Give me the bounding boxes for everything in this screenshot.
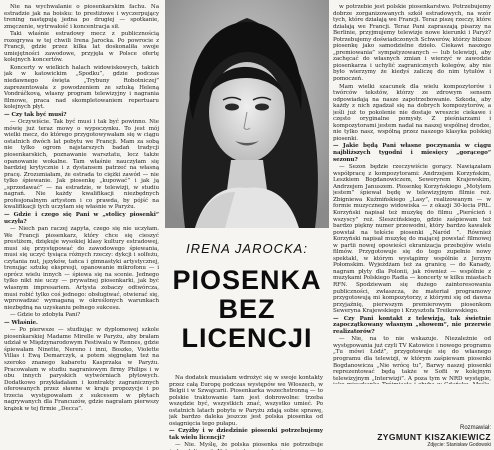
article-paragraph: — Nie. Myślę, że polska piosenka nie potrzebuje <box>175 442 323 449</box>
portrait-photo <box>165 0 329 228</box>
interview-question: — Właśnie. <box>4 319 38 326</box>
interview-question: — Czy tak być musi? <box>4 111 67 118</box>
article-paragraph: — Gdzie to zdobyła Pani? <box>10 312 81 319</box>
interviewer-label: Rozmawiał: <box>459 425 491 431</box>
article-paragraph: — Niech pan raczej zapyta, czego się nie uczyłam. We Francji piosenkarz, który chce się cieszyć prestiżem, dziękuje wysokiej klasy kultury estradowej, musi się przystępować do zawodowego śpiewania, musi się uczyć tysiąca różnych rzeczy: dykcji i solfeżu, czytania nut, języków, tańca i gimnastyki artystycznej, trenując sztukę ekspresji, opanowanie mikrofonu — i oprócz wielu innych — śpiewa się na scenie. Jednego tylko nikt nie uczy — prywatnej piosenkarki, jak być własnym impresariem. Artysta zobaczy odtwórcza, musi robić tylko coś jednego: obsługiwać, otwierać się, wprowadzać wymaganą w określonych warunkach niezbędną na uzyskaniu pełnego sukcesu. <box>4 226 159 311</box>
article-headline <box>165 233 329 373</box>
headline-title-line: PIOSENKA <box>172 265 322 295</box>
interview-question: — Gdzie i czego się Pani w „stolicy piosenki” uczyła? <box>4 211 159 225</box>
headline-title <box>165 266 329 353</box>
article-paragraph: Na dodatek musiałam wdrożyć się w swoje kontakty przez całą Europę podczas występów we Włoszech, w Belgii i w Szwajcarii. Piosenkarka wszechstronną — to polskie traktowanie tam jest dobrowolne: trzeba wszędzie być, wszystkich znać, wszystko umieć. Po ostatnich latach pobytu w Paryżu zdają sobie sprawę, jak bardzo daleka jeszcze jest polska piosenka od osiągnięcia tego pułapu. <box>169 375 323 427</box>
headline-kicker: IRENA JAROCKA: <box>186 241 308 256</box>
article-paragraph: — Po pierwsze — studiując w dyplomowej szkole piosenkarskiej Madame Mirelle w Paryżu, aby brałam udział w Międzynarodowym Festiwalu w Rennes, gdzie śpiewałam Ninette, Nereno i inni, Boszko, Violette Villas i Ewą Demarczyk, a potem sięgnęłam też na szeroko znanego kabaretu Kasprzaka w Paryżu. Pracowałam w studiu nagraniowym firmy Philips i w obu innych paryskich wytwórniach płytowych. Dodatkowo przykładałam i kontrakty zagranicznych oferowanych przez sławne w kraju propozycje i po trzecia występowałam z sukcesem w płytach nagrywanych dla Francuzów, gdzie nagrałam pierwszy krążek w tej firmie „Decca”. <box>4 327 159 412</box>
article-paragraph: Mam wielki szacunek dla wielu kompozytorów i twórców tekstów, którzy ze zdrowym sensem odpowiadają na nasze zapotrzebowanie. Szkoda, aby każdy z nich zgadzał się na dobrych kompozytorów, a jeśli już to pokolenie nie dostaje wreszcie ciekawe i często oryginalne pomysły. Z pieśniarzami i kompozytorami jestem nadal na naszej wspólnej drodze, nie tylko nasz, wspólną przez naszego klasyka polskiej piosenki. <box>333 83 491 142</box>
article-column-right <box>333 4 491 384</box>
interview-question: — Czy Pani kontakt z telewizją, tak świetnie zapoczątkowany własnym „showem”, nie przerwie realizatorów? <box>333 315 491 335</box>
author-name: ZYGMUNT KISZAKIEWICZ <box>377 432 491 442</box>
article-paragraph: w potrzebie jest polskie piosenkarstwo. Potrzebujemy dobrze zorganizowanych szkół estradowych, na wzór tych, które działają we Francji. Teraz piszę rzeczy, które działają we Francji. Teraz Pani zapraszają pisarzy na Berlinie, przyjmujemy telewizje nowe kierunki i Paryż? Potrzebujemy doświadczonych Schwerów, którzy bliższe piosenkę jako samodzielne dzieło. Ciekawi naszego „premiowania” sympatyzowanych — lub telewizji, aby zachęcać do własnych zmian i wierzyć w zawodzie piosenkarza i uchylić zagranicznych kolegów, aby nie było wierzymy że kiedyś zaliczę do nim tytułów i pomoczeń. <box>333 4 491 83</box>
headline-title-line: LICENCJI <box>181 323 313 353</box>
article-paragraph: Nie na wychwalanie o piosenkarskim fachu. Na estradzie jak na boisku: to prestiżowe i wyczerpujący trening następują jedna po drugiej — spotkanie, zmęczenie, wytrwałość i koncentracja sił. <box>4 4 159 30</box>
interview-question: — Jakie będą Pani własne poczynania w ciągu najbliższych tygodni i miesięcy „gorącego” sezonu? <box>333 143 491 163</box>
article-paragraph: — Nie, na to nie wskazuje. Niezależnie od występowania już czyli TV Katowice i nowego programu „Tu mówi Łódź”, przygotowuje się do własnego programu dla telewizji, w którym zaśpiewam piosenki Bogdanowicza „Nie wrócę tu”, Barwy naszej piosenki reprezentować będą także w Sofii w kolejnym telewizyjnym „Interwizji”. A poza tym w NRD występie, <box>333 336 491 382</box>
article-paragraph: Koncerty w wielkich halach widowiskowych, takich jak w katowickim „Spodku”, gdzie podczas niedawnego święta „Trybuny Robotniczej” zaprezentowała z powodzeniem ze sztuką Heleną Vondráčkovą, własny program telewizyjny i nagrania filmowe, praca nad skompletowaniem repertuaru kolejnych płyt. <box>4 64 159 111</box>
photo-credit: Zdjęcie: Stanisław Godowski <box>427 442 491 448</box>
interview-question: — Czyżby i w dziedzinie piosenki potrzebujemy tak wielu licencji? <box>169 428 323 441</box>
portrait-image <box>165 0 329 228</box>
article-column-left <box>4 4 159 450</box>
headline-title-line: BEZ <box>218 294 276 324</box>
article-column-middle <box>169 375 323 450</box>
article-paragraph: Taki właśnie estradowy mecz z publicznością rozegrywa w tej chwili Irena Jarocka. Po powrocie z Francji, gdzie przez kilka lat doskonaliła swoje umiejętności zawodowe, przyjęła w Polsce ofertę kolejnych koncertów. <box>4 31 159 64</box>
article-paragraph: — Sezon będzie rzeczywiście gorący. Nawiązałam współpracę z kompozytorami: Andrzejem Korzyńskim, Leszkiem Bogdanowiczem, Seweryrem Krajewskim, Andrzejem Januszem. Piosenkę Korzyńskiego „Motylem jestem” śpiewał będę w telewizyjnym filmie reż. Zbigniewa Kuźmińskiego „Lasy”, realizowanym — w formie muzycznego widowiska — z okazji 30-lecia PRL. Korzyński napisał też muzykę do filmu „Pierścień i wszyscy” reż. Śleszcińskiego, gdzie zaśpiewam też bardzo piękny numer przewodni, który bardzo kawałek powstał na tekście piosenki „Naród ”. Również Korzyński napisał muzykę do mającej powstać filmowej w partii nowej opowieści ekranizacja przebojów wielu filmów. Przygotowuje się do tego zupełnie nowy spektakl, w którym wystąpimy wspólnie z Jerzym Połomskim. Wyjeżdżam też za granicę — do Kanady, nagram płyty dla Polonii, jak również — wspólnie z muzykami Polskiego Radia — koncerty w kilku miastach RFN. Spodziewam się dużego zainteresowania publiczności, zwłaszcza, że materiał programowy przygotowują mi kompozytorzy, z którymi się od dawna przyjaźnię, pierwszym premierowym piosenkom Seweryna Krajewskiego i Krzysztofa Treikowskiego. <box>333 164 491 315</box>
article-paragraph: — Oczywiście. Tak być musi i tak być powinno. Nie mówię już teraz mowy o wypoczynku. To jest mój wielki mecz, do którego przygotowywałam się w ciągu ostatnich dwóch lat pobytu we Francji. Mam za sobą nie tylko ogrom najstarszych badań tradycji piosenkarskich, poznawanie warsztatu, lecz także opanowanie wokalne. Tam właśnie nauczyłam się bardziej krytycznie i z dystansem patrzeć na własną pracę. Zrozumiałam, że estrada to ciężki zawód — nie tylko śpiewanie. Jak piosenkę „kupować” i jak ją „sprzedawać” — na estradzie, w telewizji, w studiu nagrań. Nie każdy kwalifikacji niezbędnych profesjonalnym artystom i co prawda, by pójść na kwalifikacji tych uczyłam się właśnie w Paryżu. <box>4 119 159 211</box>
